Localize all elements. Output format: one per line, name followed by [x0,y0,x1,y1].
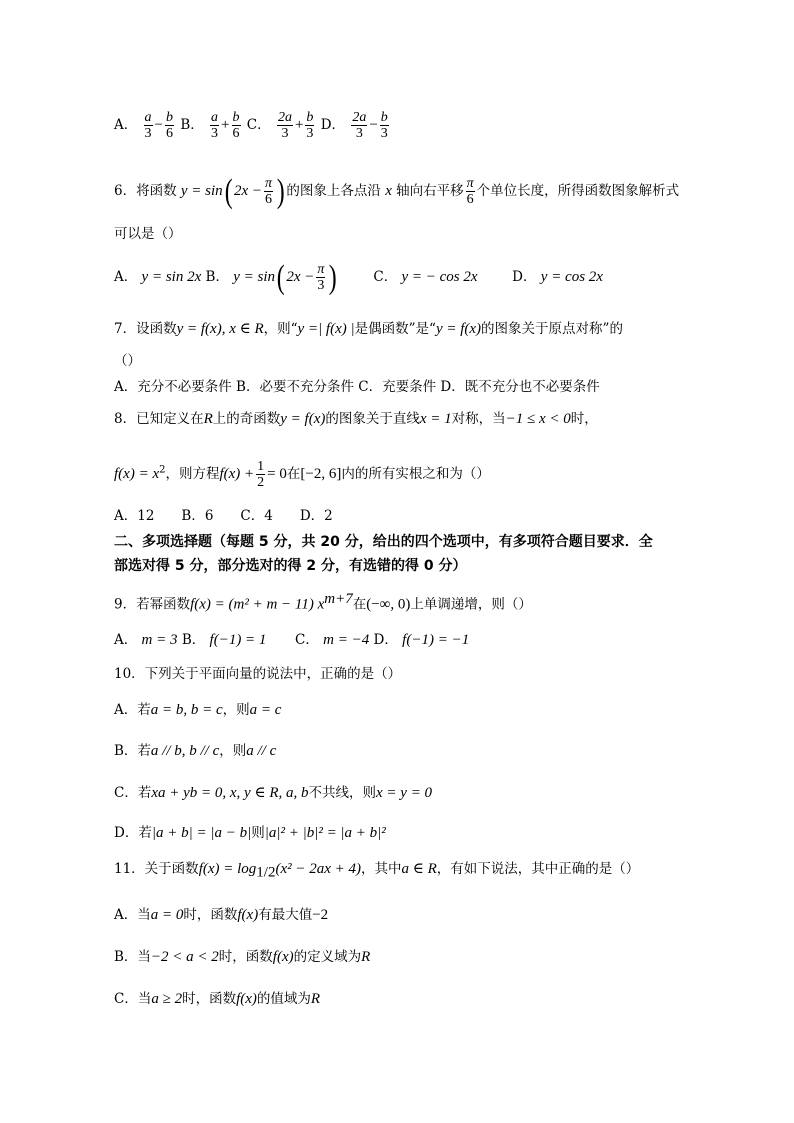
q11-stem: 11．关于函数$f(x) = \log_{1/2}(x^2 - 2ax + 4)$，其中a ∈ R，有如下说法，其中正确的是（） [114,861,640,881]
q5-d-frac1: $\frac{2a}{3}$ [352,110,367,141]
q10-option-c: C．若xa + yb = 0, x, y ∈ R, a, b不共线，则x = y = 0 [114,785,433,801]
q5-b-frac1: $\frac{a}{3}$ [211,110,219,141]
q11-option-c: C．当a ≥ 2时，函数f(x)的值域为R [114,991,321,1007]
q9-stem: 9．若幂函数f(x) = (m² + m − 11) $x^{m+7}$在(−∞, 0)上单调递增，则（） [114,591,532,613]
q10-option-b: B．若a // b, b // c，则a // c [114,743,277,759]
q5-c-frac1: $\frac{2a}{3}$ [277,110,292,141]
q5-c-frac2: $\frac{b}{3}$ [306,110,314,141]
q6-stem: 6．将函数 y = sin( 2x − $\frac{\pi}{6}$ ) 的图象上各点沿 x 轴向右平移 $\frac{\pi}{6}$ 个单位长度，所得函数图象解析式 [114,172,680,210]
q7-line2: （） [114,353,141,369]
section2-heading-line1: 二、多项选择题（每题 5 分，共 20 分，给出的四个选项中，有多项符合题目要求．全 [114,534,653,550]
q9-options: A． m = 3 B． f(−1) = 1 C． m = −4 D． f(−1) = −1 [114,632,470,648]
q8-stem: 8．已知定义在R上的奇函数y = f(x)的图象关于直线x = 1对称，当−1 ≤ x < 0时， [114,411,598,427]
q5-option-c-label: C． [246,117,271,133]
q8-line2: $f(x) = x^2$，则方程f(x) + $\frac{1}{2}$ = 0在[−2, 6]内的所有实根之和为（） [114,459,490,490]
q11-option-b: B．当−2 < a < 2时，函数f(x)的定义域为R [114,949,371,965]
q7-options: A．充分不必要条件 B．必要不充分条件 C．充要条件 D．既不充分也不必要条件 [114,379,600,395]
q5-d-frac2: $\frac{b}{3}$ [380,110,388,141]
q6-options: A． y = sin 2x B． y = sin( 2x − $\frac{\pi}{3}$ ) C． y = − cos 2x D． y = cos 2x [114,258,603,296]
q10-option-a: A．若a = b, b = c，则a = c [114,702,282,718]
q5-a-frac1: $\frac{a}{3}$ [144,110,152,141]
q11-option-a: A．当a = 0时，函数f(x)有最大值−2 [114,907,329,923]
q5-b-frac2: $\frac{b}{6}$ [232,110,240,141]
q5-a-frac2: $\frac{b}{6}$ [166,110,174,141]
q10-stem: 10．下列关于平面向量的说法中，正确的是（） [114,666,402,682]
q10-option-d: D．若|a + b| = |a − b|则|a|² + |b|² = |a + b|² [114,825,386,841]
q7-stem: 7．设函数y = f(x), x ∈ R，则“y =| f(x) |是偶函数”是“y = f(x)的图象关于原点对称”的 [114,321,623,337]
q8-options: A．12 B．6 C．4 D．2 [114,508,333,524]
section2-heading-line2: 部选对得 5 分，部分选对的得 2 分，有选错的得 0 分） [114,558,467,574]
q6-line2: 可以是（） [114,226,182,242]
q5-option-d-label: D． [320,117,346,133]
q5-option-b-label: B． [180,117,204,133]
q5-option-a-label: A． [114,117,138,133]
q5-options: A． $\frac{a}{3}$ − $\frac{b}{6}$ B． $\frac{a}{3}$ + $\frac{b}{6}$ C． $\frac{2a}{3}$ + $\frac{b}{3}$ D． $\frac{2a}{3}$ − $\frac{b}{3}$ [114,110,388,141]
